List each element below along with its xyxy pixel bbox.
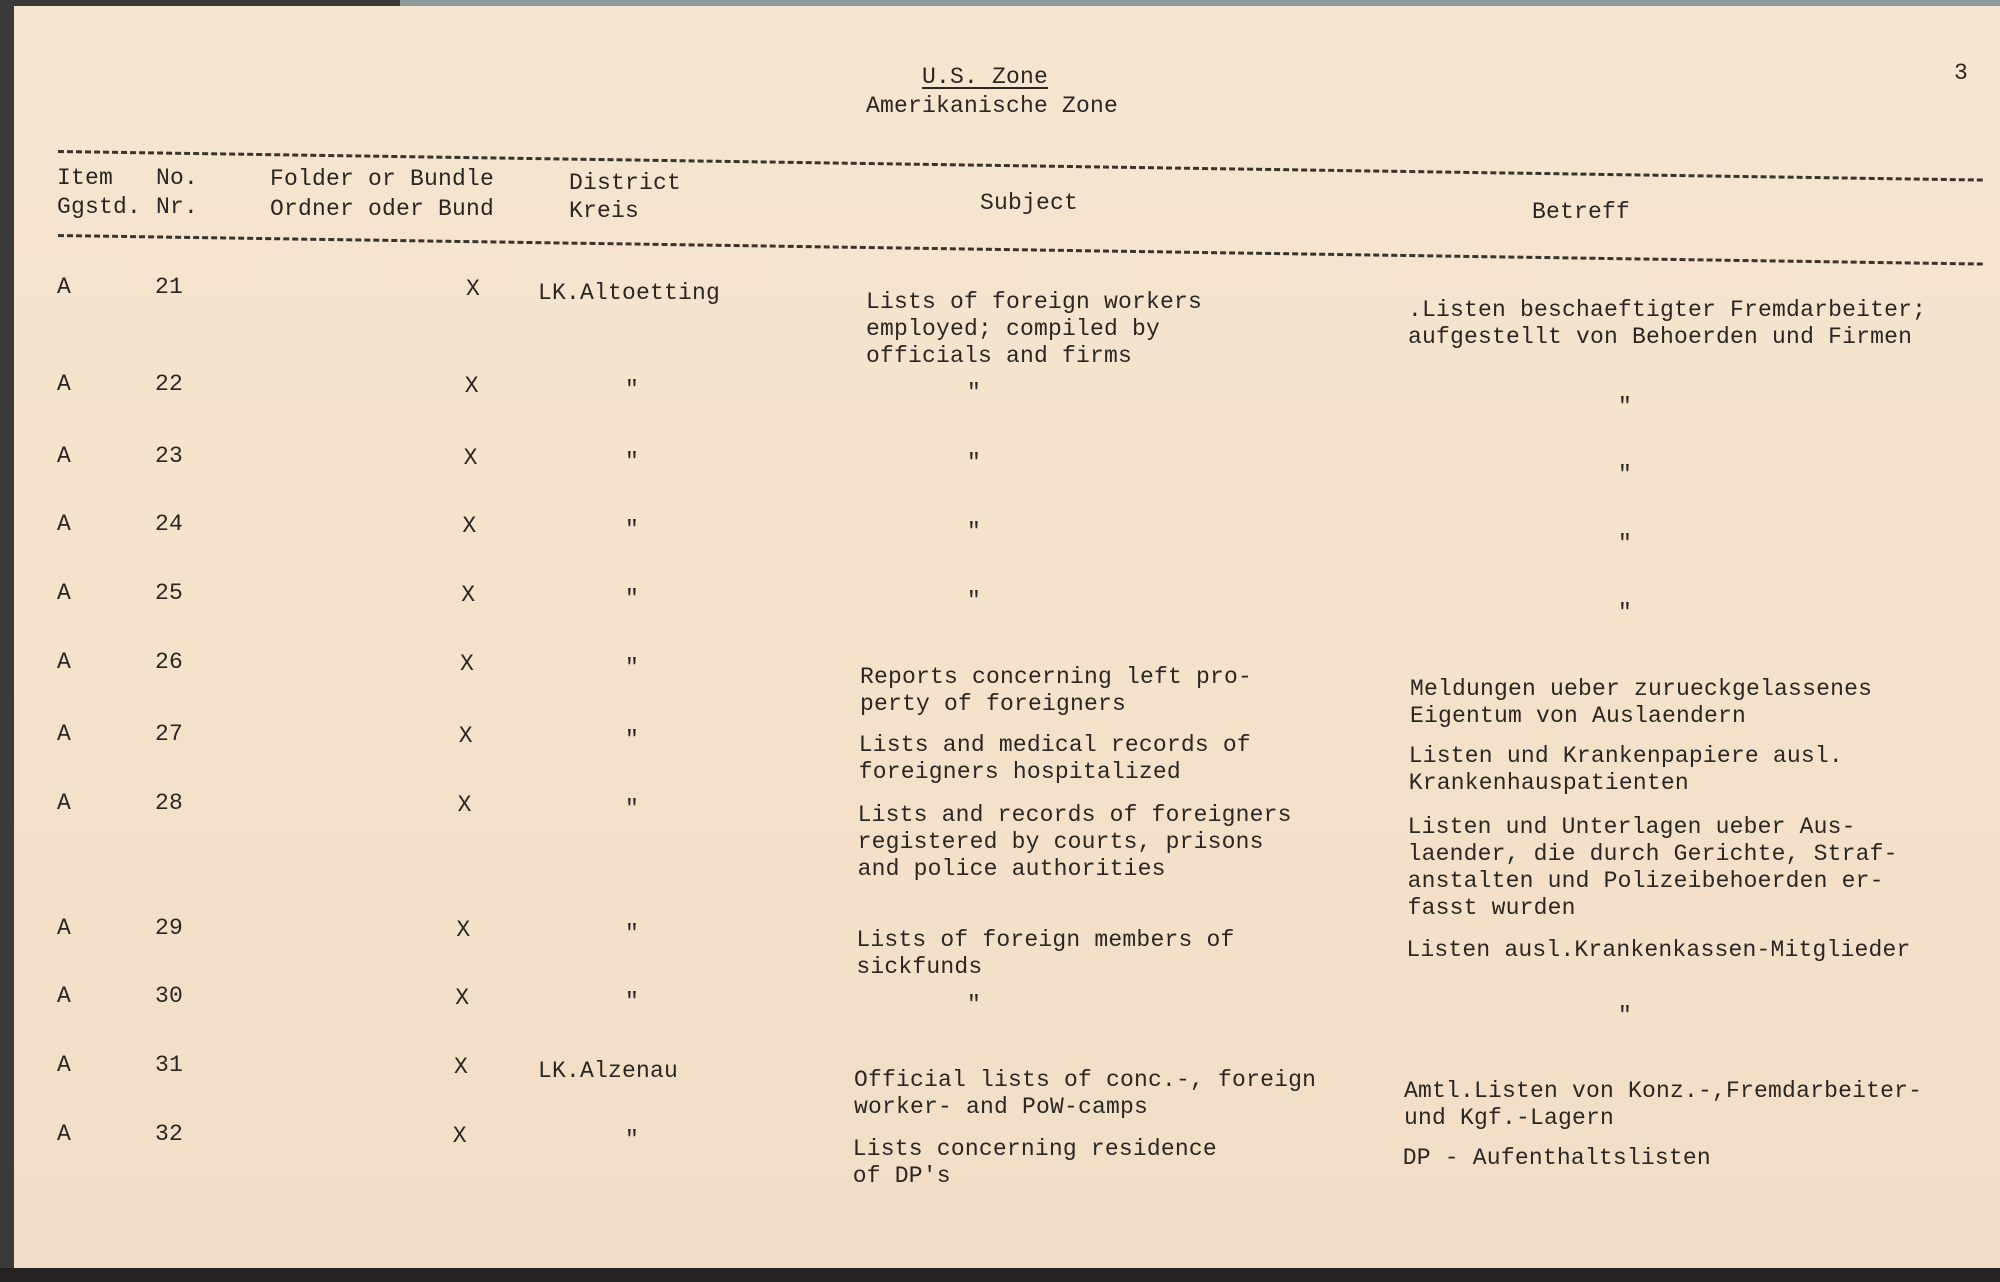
cell-subject: ": [967, 519, 982, 545]
cell-subject: Reports concerning left pro- perty of foreigners: [860, 664, 1253, 717]
document-subtitle: Amerikanische Zone: [866, 93, 1119, 119]
cell-district: ": [625, 989, 640, 1015]
cell-no: 31: [155, 1052, 184, 1078]
cell-betreff: ": [1618, 600, 1633, 626]
cell-no: 21: [155, 274, 184, 300]
cell-folder: X: [452, 1123, 467, 1149]
cell-subject: Lists and medical records of foreigners hospitalized: [858, 732, 1251, 785]
cell-item: A: [57, 580, 72, 606]
cell-betreff: ": [1618, 531, 1633, 557]
cell-subject: ": [967, 380, 982, 406]
cell-betreff: ": [1618, 394, 1633, 420]
cell-district: ": [625, 921, 640, 947]
cell-district: ": [625, 655, 640, 681]
cell-subject: Official lists of conc.-, foreign worker- and PoW-camps: [854, 1067, 1317, 1120]
cell-district: LK.Altoetting: [538, 280, 721, 306]
cell-district: ": [625, 796, 640, 822]
cell-betreff: .Listen beschaeftigter Fremdarbeiter; aufgestellt von Behoerden und Firmen: [1408, 297, 1927, 350]
cell-subject: ": [967, 992, 982, 1018]
cell-betreff: Listen und Unterlagen ueber Aus- laender, die durch Gerichte, Straf- anstalten und Polizeibehoerden er- fasst wurden: [1407, 814, 1898, 921]
cell-betreff: Meldungen ueber zurueckgelassenes Eigentum von Auslaendern: [1410, 676, 1873, 729]
cell-no: 29: [155, 915, 184, 941]
cell-district: ": [625, 449, 640, 475]
cell-no: 24: [155, 511, 184, 537]
cell-no: 32: [155, 1121, 184, 1147]
cell-no: 22: [155, 371, 184, 397]
scan-edge-bottom: [0, 1268, 2000, 1282]
cell-subject: Lists and records of foreigners registered by courts, prisons and police authorities: [857, 802, 1292, 882]
cell-no: 30: [155, 983, 184, 1009]
cell-item: A: [57, 1052, 72, 1078]
cell-no: 27: [155, 721, 184, 747]
cell-item: A: [57, 915, 72, 941]
cell-betreff: Listen und Krankenpapiere ausl. Krankenhauspatienten: [1408, 743, 1843, 796]
cell-subject: Lists of foreign workers employed; compiled by officials and firms: [866, 289, 1203, 369]
cell-subject: Lists concerning residence of DP's: [852, 1136, 1217, 1189]
cell-betreff: ": [1618, 1003, 1633, 1029]
cell-district: ": [625, 1127, 640, 1153]
cell-item: A: [57, 443, 72, 469]
cell-item: A: [57, 983, 72, 1009]
cell-folder: X: [462, 513, 477, 539]
cell-subject: Lists of foreign members of sickfunds: [856, 927, 1235, 980]
col-header-no-en: No.: [156, 165, 199, 191]
col-header-item-de: Ggstd.: [57, 194, 142, 220]
col-header-folder-en: Folder or Bundle: [270, 166, 495, 192]
cell-item: A: [57, 371, 72, 397]
cell-no: 25: [155, 580, 184, 606]
col-header-item-en: Item: [57, 165, 114, 191]
col-header-district-de: Kreis: [569, 198, 640, 224]
cell-folder: X: [457, 792, 472, 818]
cell-betreff: Listen ausl.Krankenkassen-Mitglieder: [1406, 937, 1911, 963]
cell-folder: X: [458, 723, 473, 749]
cell-item: A: [57, 274, 72, 300]
cell-district: ": [625, 517, 640, 543]
cell-betreff: Amtl.Listen von Konz.-,Fremdarbeiter- und Kgf.-Lagern: [1404, 1078, 1923, 1131]
cell-subject: ": [967, 450, 982, 476]
cell-folder: X: [463, 445, 478, 471]
page-number: 3: [1954, 60, 1969, 86]
cell-folder: X: [454, 1054, 469, 1080]
col-header-no-de: Nr.: [156, 194, 199, 220]
cell-item: A: [57, 511, 72, 537]
cell-item: A: [57, 790, 72, 816]
document-title: U.S. Zone: [922, 64, 1049, 90]
cell-betreff: ": [1618, 462, 1633, 488]
cell-item: A: [57, 1121, 72, 1147]
cell-folder: X: [455, 985, 470, 1011]
cell-district: ": [625, 586, 640, 612]
cell-folder: X: [464, 373, 479, 399]
cell-folder: X: [461, 582, 476, 608]
cell-no: 28: [155, 790, 184, 816]
col-header-subject: Subject: [980, 190, 1079, 216]
cell-district: LK.Alzenau: [538, 1058, 679, 1084]
col-header-folder-de: Ordner oder Bund: [270, 196, 495, 222]
col-header-district-en: District: [569, 170, 682, 196]
cell-item: A: [57, 721, 72, 747]
cell-no: 26: [155, 649, 184, 675]
col-header-betreff: Betreff: [1532, 199, 1631, 225]
cell-district: ": [625, 727, 640, 753]
cell-subject: ": [967, 588, 982, 614]
cell-folder: X: [466, 276, 481, 302]
cell-district: ": [625, 377, 640, 403]
cell-folder: X: [456, 917, 471, 943]
cell-item: A: [57, 649, 72, 675]
cell-folder: X: [460, 651, 475, 677]
cell-no: 23: [155, 443, 184, 469]
cell-betreff: DP - Aufenthaltslisten: [1402, 1145, 1711, 1171]
